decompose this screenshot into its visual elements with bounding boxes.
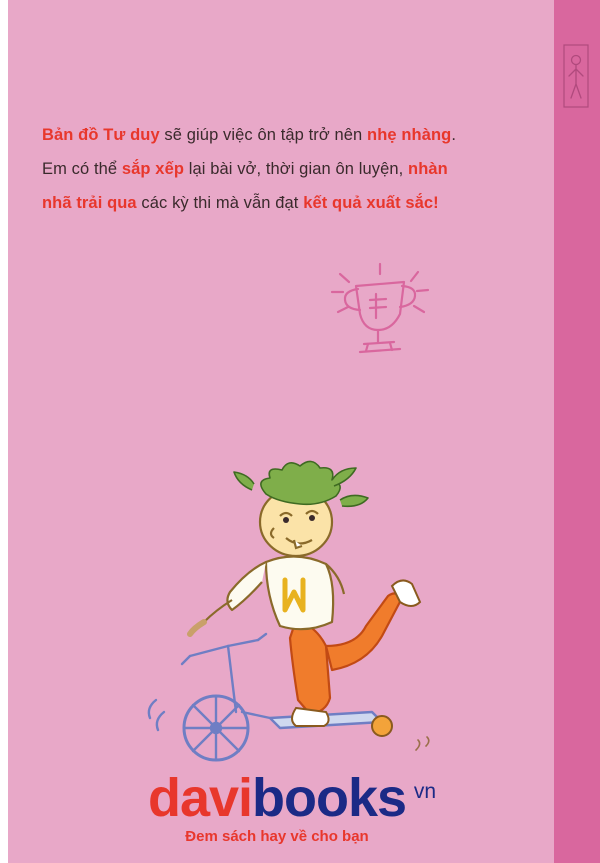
logo-wordmark — [147, 768, 437, 828]
spine-band — [554, 0, 600, 863]
copy-seg-8: kết quả xuất sắc! — [303, 194, 439, 212]
copy-seg-2: nhẹ nhàng — [367, 126, 452, 144]
copy-seg-7: các kỳ thi mà vẫn đạt — [136, 194, 304, 212]
copy-seg-6: nhàn nhã trải qua — [42, 160, 448, 212]
person-figure-icon — [562, 42, 590, 110]
copy-seg-4: sắp xếp — [121, 160, 185, 178]
copy-seg-3: . Em có thể — [42, 126, 457, 178]
publisher-logo — [0, 770, 554, 845]
logo-tagline: Đem sách hay về cho bạn — [185, 828, 369, 845]
copy-seg-0: Bản đồ Tư duy — [42, 126, 160, 144]
copy-seg-5: lại bài vở, thời gian ôn luyện, — [184, 160, 409, 178]
left-margin-strip — [0, 0, 8, 863]
trophy-doodle — [318, 256, 438, 366]
back-cover-paragraph — [42, 118, 472, 220]
logo-books: books — [252, 768, 407, 828]
copy-seg-1: sẽ giúp việc ôn tập trở nên — [159, 126, 368, 144]
boy-on-scooter-illustration — [120, 450, 450, 770]
logo-davi: davi — [147, 768, 253, 828]
logo-vn-superscript: vn — [413, 780, 437, 803]
